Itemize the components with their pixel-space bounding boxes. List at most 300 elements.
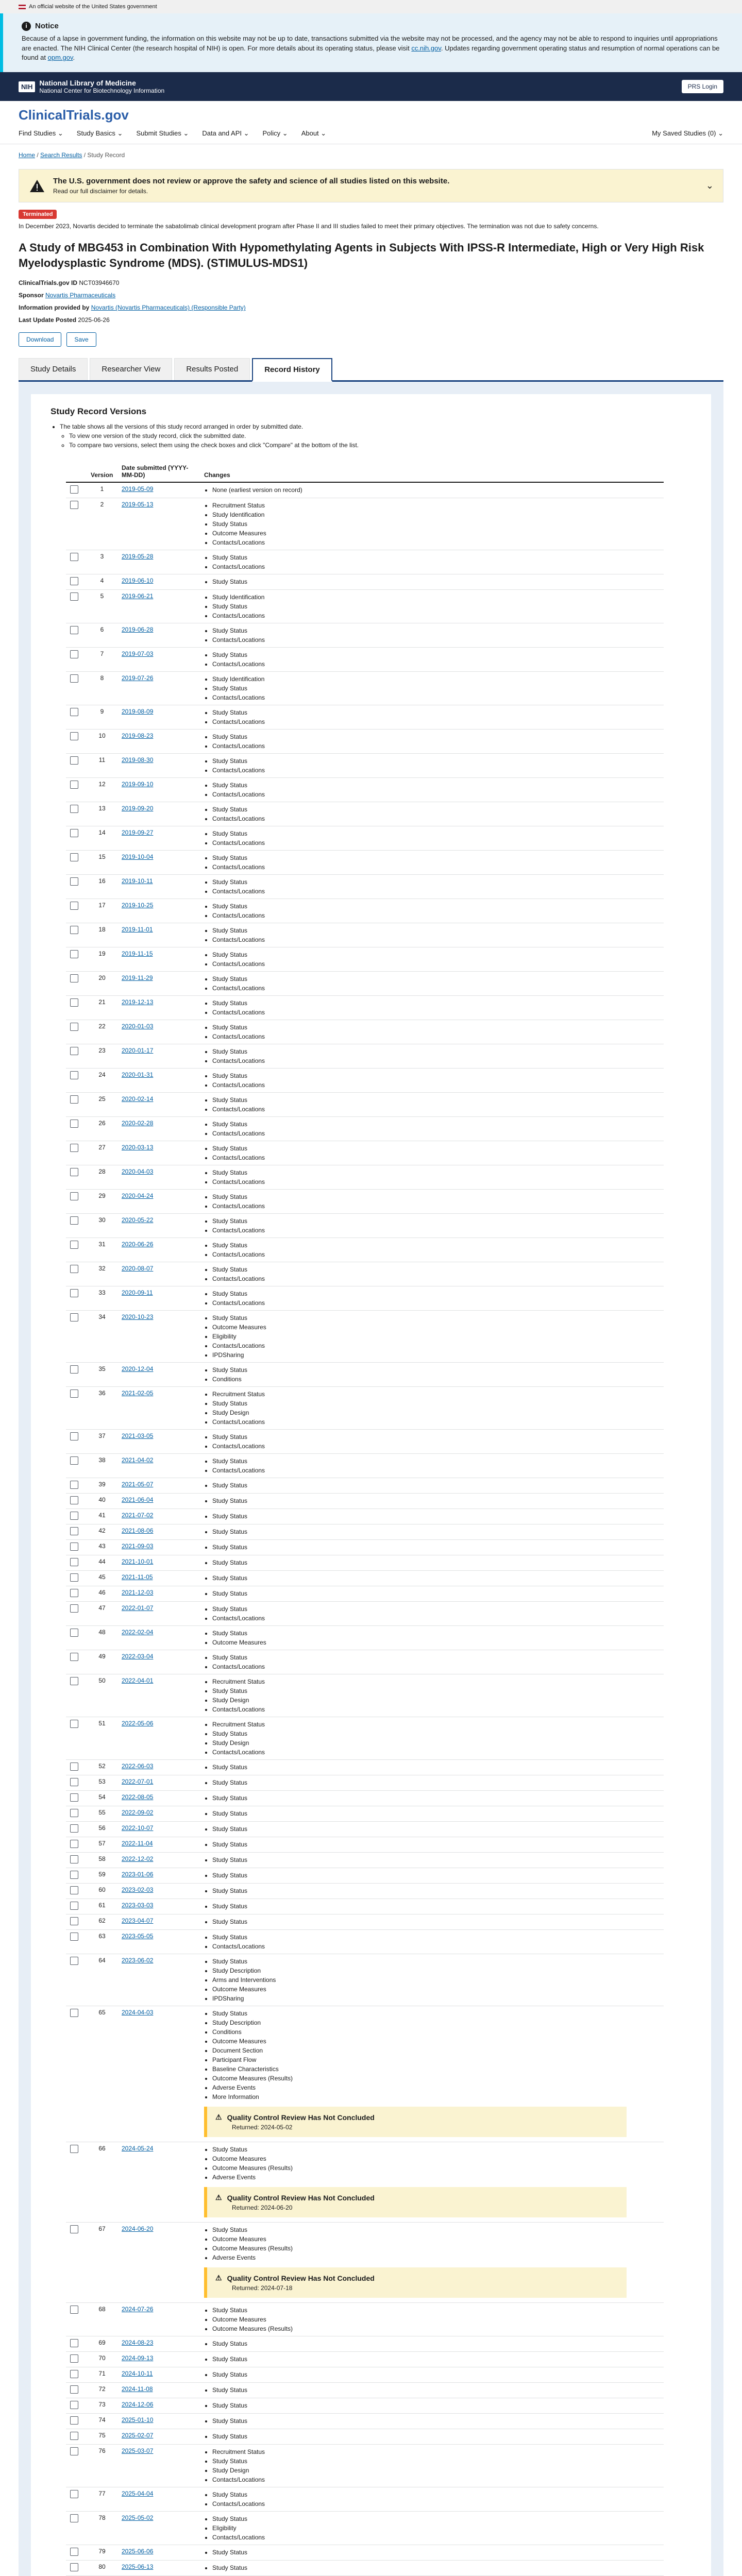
version-date-link[interactable]: 2020-05-22 <box>122 1216 154 1224</box>
main-nav-items <box>19 129 326 138</box>
version-number: 67 <box>87 2223 117 2303</box>
version-changes <box>200 1853 664 1868</box>
change-item: • Study Status <box>212 1762 660 1772</box>
version-changes <box>200 1214 664 1238</box>
version-date-link[interactable]: 2020-04-03 <box>122 1168 154 1176</box>
version-date-link[interactable]: 2022-02-04 <box>122 1629 154 1636</box>
version-checkbox[interactable] <box>70 1168 78 1176</box>
version-date-link[interactable]: 2024-07-26 <box>122 2306 154 2313</box>
version-checkbox[interactable] <box>70 1677 78 1685</box>
version-checkbox[interactable] <box>70 781 78 789</box>
version-row <box>66 1454 664 1478</box>
version-number: 13 <box>87 802 117 826</box>
version-checkbox[interactable] <box>70 1855 78 1863</box>
version-checkbox[interactable] <box>70 2490 78 2498</box>
version-number: 50 <box>87 1674 117 1717</box>
warning-icon <box>28 178 46 194</box>
version-checkbox[interactable] <box>70 1023 78 1031</box>
change-item: • Study Status <box>212 2456 660 2466</box>
version-checkbox[interactable] <box>70 1543 78 1551</box>
version-changes <box>200 1555 664 1571</box>
version-row <box>66 1791 664 1806</box>
version-row <box>66 1602 664 1626</box>
version-number: 19 <box>87 947 117 972</box>
version-date-link[interactable]: 2020-01-03 <box>122 1023 154 1030</box>
version-changes <box>200 1093 664 1117</box>
change-item: • Study Status <box>212 2339 660 2348</box>
disclaimer-text: Read our full disclaimer for details. <box>53 188 148 195</box>
version-changes <box>200 1571 664 1586</box>
version-date-link[interactable]: 2020-12-04 <box>122 1365 154 1373</box>
version-date-link[interactable]: 2019-09-20 <box>122 805 154 812</box>
change-item: • Study Design <box>212 1696 660 1705</box>
breadcrumb-search[interactable]: Search Results <box>40 151 82 159</box>
version-checkbox[interactable] <box>70 1144 78 1152</box>
version-checkbox[interactable] <box>70 553 78 561</box>
version-row <box>66 923 664 947</box>
version-changes <box>200 1190 664 1214</box>
nav-study-basics[interactable]: Study Basics ⌄ <box>76 129 123 138</box>
version-row <box>66 1262 664 1286</box>
change-item: • Study Status <box>212 1902 660 1911</box>
version-date-link[interactable]: 2023-02-03 <box>122 1886 154 1894</box>
version-checkbox[interactable] <box>70 708 78 716</box>
nlm-sub: National Center for Biotechnology Information <box>39 87 165 95</box>
version-date-link[interactable]: 2025-04-04 <box>122 2490 154 2498</box>
version-checkbox[interactable] <box>70 829 78 837</box>
version-row <box>66 1044 664 1069</box>
version-checkbox[interactable] <box>70 1216 78 1225</box>
version-date-link[interactable]: 2019-08-30 <box>122 756 154 764</box>
version-checkbox[interactable] <box>70 2548 78 2556</box>
version-checkbox[interactable] <box>70 756 78 765</box>
version-checkbox[interactable] <box>70 577 78 585</box>
version-date-link[interactable]: 2020-02-14 <box>122 1095 154 1103</box>
version-date-link[interactable]: 2019-11-15 <box>122 950 153 958</box>
version-checkbox[interactable] <box>70 1573 78 1582</box>
version-date-link[interactable]: 2020-08-07 <box>122 1265 154 1273</box>
version-number: 10 <box>87 730 117 754</box>
version-row <box>66 1093 664 1117</box>
change-item: • Contacts/Locations <box>212 611 660 620</box>
version-date-link[interactable]: 2019-09-10 <box>122 781 154 788</box>
version-checkbox[interactable] <box>70 2514 78 2522</box>
version-checkbox[interactable] <box>70 1527 78 1535</box>
tab-researcher-view[interactable]: Researcher View <box>90 358 172 380</box>
version-checkbox[interactable] <box>70 1957 78 1965</box>
version-date-link[interactable]: 2019-11-01 <box>122 926 153 934</box>
version-checkbox[interactable] <box>70 626 78 634</box>
version-checkbox[interactable] <box>70 2354 78 2363</box>
version-checkbox[interactable] <box>70 1241 78 1249</box>
version-changes <box>200 623 664 648</box>
clinicaltrials-logo[interactable]: ClinicalTrials.gov <box>19 107 129 123</box>
change-item: • Study Status <box>212 1793 660 1803</box>
nav-find-studies[interactable]: Find Studies ⌄ <box>19 129 63 138</box>
version-checkbox[interactable] <box>70 950 78 958</box>
version-checkbox[interactable] <box>70 2447 78 2455</box>
version-date-link[interactable]: 2024-06-20 <box>122 2225 154 2233</box>
change-item: • Study Status <box>212 2401 660 2410</box>
version-date-link[interactable]: 2021-05-07 <box>122 1481 154 1488</box>
version-checkbox[interactable] <box>70 2563 78 2571</box>
version-changes <box>200 1674 664 1717</box>
version-date-link[interactable]: 2024-05-24 <box>122 2145 154 2153</box>
change-item: • Study Status <box>212 1855 660 1865</box>
version-changes <box>200 1930 664 1954</box>
version-date-link[interactable]: 2022-09-02 <box>122 1809 154 1817</box>
version-date-link[interactable]: 2021-02-05 <box>122 1389 154 1397</box>
version-date-link[interactable]: 2025-05-02 <box>122 2514 154 2522</box>
change-item: • Contacts/Locations <box>212 1274 660 1283</box>
version-date-link[interactable]: 2022-06-03 <box>122 1762 154 1770</box>
version-date-link[interactable]: 2020-02-28 <box>122 1120 154 1127</box>
study-actions <box>19 332 723 347</box>
tab-record-history[interactable]: Record History <box>252 358 332 382</box>
version-date-link[interactable]: 2023-04-07 <box>122 1917 154 1925</box>
version-checkbox[interactable] <box>70 805 78 813</box>
version-date-link[interactable]: 2022-10-07 <box>122 1824 154 1832</box>
version-checkbox[interactable] <box>70 1589 78 1597</box>
version-checkbox[interactable] <box>70 1496 78 1504</box>
version-date-link[interactable]: 2019-08-09 <box>122 708 154 716</box>
version-row <box>66 778 664 802</box>
version-checkbox[interactable] <box>70 1917 78 1925</box>
version-number: 14 <box>87 826 117 851</box>
version-row <box>66 1555 664 1571</box>
version-date-link[interactable]: 2019-12-13 <box>122 998 154 1006</box>
version-date-link[interactable]: 2021-09-03 <box>122 1543 154 1550</box>
change-item: • Study Status <box>212 1241 660 1250</box>
site-header <box>0 101 742 123</box>
version-number: 25 <box>87 1093 117 1117</box>
version-date-link[interactable]: 2025-03-07 <box>122 2447 154 2455</box>
nlm-logo[interactable] <box>19 79 164 95</box>
breadcrumb-current: Study Record <box>87 151 125 159</box>
saved-studies-menu[interactable]: My Saved Studies (0) ⌄ <box>652 129 723 138</box>
version-date-link[interactable]: 2020-01-17 <box>122 1047 154 1055</box>
version-date-link[interactable]: 2023-06-02 <box>122 1957 154 1964</box>
version-date-link[interactable]: 2021-12-03 <box>122 1589 154 1597</box>
version-date-link[interactable]: 2019-08-23 <box>122 732 154 740</box>
version-checkbox[interactable] <box>70 974 78 982</box>
version-number: 46 <box>87 1586 117 1602</box>
version-row <box>66 1884 664 1899</box>
version-checkbox[interactable] <box>70 1762 78 1771</box>
version-checkbox[interactable] <box>70 1313 78 1321</box>
version-date-link[interactable]: 2021-07-02 <box>122 1512 154 1519</box>
change-item: • Study Status <box>212 2145 660 2154</box>
version-checkbox[interactable] <box>70 1265 78 1273</box>
disclaimer-banner[interactable] <box>19 169 723 202</box>
nav-policy[interactable]: Policy ⌄ <box>262 129 288 138</box>
version-checkbox[interactable] <box>70 2370 78 2378</box>
version-date-link[interactable]: 2023-01-06 <box>122 1871 154 1878</box>
version-checkbox[interactable] <box>70 1481 78 1489</box>
version-checkbox[interactable] <box>70 1793 78 1802</box>
version-checkbox[interactable] <box>70 877 78 886</box>
nav-data-api[interactable]: Data and API ⌄ <box>202 129 249 138</box>
version-date-link[interactable]: 2021-03-05 <box>122 1432 154 1440</box>
version-date-link[interactable]: 2020-06-26 <box>122 1241 154 1248</box>
version-checkbox[interactable] <box>70 650 78 658</box>
version-checkbox[interactable] <box>70 2401 78 2409</box>
version-row <box>66 972 664 996</box>
version-date-link[interactable]: 2019-10-25 <box>122 902 154 909</box>
version-number: 71 <box>87 2367 117 2383</box>
version-number: 15 <box>87 851 117 875</box>
version-checkbox[interactable] <box>70 1047 78 1055</box>
version-checkbox[interactable] <box>70 2009 78 2017</box>
version-checkbox[interactable] <box>70 926 78 934</box>
version-checkbox[interactable] <box>70 1456 78 1465</box>
change-item: • Contacts/Locations <box>212 1466 660 1475</box>
info-provider-link[interactable]: Novartis (Novartis Pharmaceuticals) (Responsible Party) <box>91 304 246 312</box>
version-checkbox[interactable] <box>70 674 78 683</box>
warning-icon: ⚠ <box>215 2193 222 2202</box>
version-checkbox[interactable] <box>70 1871 78 1879</box>
version-checkbox[interactable] <box>70 1902 78 1910</box>
version-checkbox[interactable] <box>70 1192 78 1200</box>
change-item: • Study Status <box>212 974 660 984</box>
version-date-link[interactable]: 2020-01-31 <box>122 1071 154 1079</box>
version-checkbox[interactable] <box>70 998 78 1007</box>
version-checkbox[interactable] <box>70 2145 78 2153</box>
version-checkbox[interactable] <box>70 1886 78 1894</box>
version-checkbox[interactable] <box>70 902 78 910</box>
change-item: • Study Status <box>212 1192 660 1201</box>
version-row <box>66 1509 664 1524</box>
change-item: • Contacts/Locations <box>212 1748 660 1757</box>
version-changes <box>200 972 664 996</box>
version-checkbox[interactable] <box>70 1432 78 1440</box>
version-date-link[interactable]: 2024-08-23 <box>122 2339 154 2347</box>
version-date-link[interactable]: 2024-10-11 <box>122 2370 153 2378</box>
version-number: 34 <box>87 1311 117 1363</box>
version-number: 55 <box>87 1806 117 1822</box>
version-row <box>66 2398 664 2414</box>
change-item: • Contacts/Locations <box>212 2499 660 2509</box>
version-date-link[interactable]: 2022-07-01 <box>122 1778 154 1786</box>
change-item: • Contacts/Locations <box>212 1662 660 1671</box>
change-item: • Contacts/Locations <box>212 838 660 848</box>
version-changes <box>200 1044 664 1069</box>
version-date-link[interactable]: 2021-04-02 <box>122 1456 154 1464</box>
version-checkbox[interactable] <box>70 1512 78 1520</box>
version-checkbox[interactable] <box>70 1389 78 1398</box>
version-date-link[interactable]: 2022-01-07 <box>122 1604 154 1612</box>
version-row <box>66 1141 664 1165</box>
version-checkbox[interactable] <box>70 1653 78 1661</box>
version-changes <box>200 2336 664 2352</box>
tab-results-posted[interactable]: Results Posted <box>174 358 250 380</box>
version-number: 11 <box>87 754 117 778</box>
version-date-link[interactable]: 2021-08-06 <box>122 1527 154 1535</box>
version-number: 7 <box>87 648 117 672</box>
version-number: 79 <box>87 2545 117 2561</box>
version-row <box>66 2545 664 2561</box>
version-date-link[interactable]: 2019-07-03 <box>122 650 154 658</box>
version-checkbox[interactable] <box>70 2416 78 2425</box>
version-date-link[interactable]: 2019-06-21 <box>122 592 154 600</box>
version-checkbox[interactable] <box>70 1809 78 1817</box>
version-date-link[interactable]: 2023-05-05 <box>122 1933 154 1940</box>
version-checkbox[interactable] <box>70 732 78 740</box>
version-date-link[interactable]: 2019-07-26 <box>122 674 154 682</box>
version-checkbox[interactable] <box>70 1629 78 1637</box>
version-date-link[interactable]: 2024-11-08 <box>122 2385 153 2393</box>
version-checkbox[interactable] <box>70 592 78 601</box>
version-changes <box>200 730 664 754</box>
version-checkbox[interactable] <box>70 485 78 494</box>
version-date-link[interactable]: 2023-03-03 <box>122 1902 154 1909</box>
version-number: 51 <box>87 1717 117 1760</box>
version-date-link[interactable]: 2019-10-11 <box>122 877 153 885</box>
version-checkbox[interactable] <box>70 1720 78 1728</box>
version-changes <box>200 1454 664 1478</box>
version-checkbox[interactable] <box>70 2306 78 2314</box>
change-item: • Contacts/Locations <box>212 1129 660 1138</box>
nav-submit-studies[interactable]: Submit Studies ⌄ <box>136 129 189 138</box>
change-item: • IPDSharing <box>212 1994 660 2003</box>
version-checkbox[interactable] <box>70 2225 78 2233</box>
version-date-link[interactable]: 2025-06-13 <box>122 2563 154 2571</box>
version-changes <box>200 1954 664 2006</box>
change-item: • Contacts/Locations <box>212 1105 660 1114</box>
version-checkbox[interactable] <box>70 1604 78 1613</box>
version-changes <box>200 754 664 778</box>
version-checkbox[interactable] <box>70 1558 78 1566</box>
warning-icon: ⚠ <box>215 2113 222 2122</box>
version-date-link[interactable]: 2019-06-28 <box>122 626 154 634</box>
version-checkbox[interactable] <box>70 1095 78 1104</box>
version-number: 39 <box>87 1478 117 1494</box>
version-date-link[interactable]: 2022-12-02 <box>122 1855 154 1863</box>
version-checkbox[interactable] <box>70 2339 78 2347</box>
change-item: • Study Status <box>212 1496 660 1505</box>
change-item: • Outcome Measures <box>212 1323 660 1332</box>
version-row <box>66 2383 664 2398</box>
versions-table <box>66 461 664 2576</box>
breadcrumb-home[interactable]: Home <box>19 151 36 159</box>
version-row <box>66 2487 664 2512</box>
change-item: • Participant Flow <box>212 2055 660 2064</box>
version-checkbox[interactable] <box>70 1071 78 1079</box>
version-row <box>66 1494 664 1509</box>
version-checkbox[interactable] <box>70 853 78 861</box>
version-date-link[interactable]: 2019-05-28 <box>122 553 154 561</box>
version-changes <box>200 1262 664 1286</box>
version-date-link[interactable]: 2021-10-01 <box>122 1558 154 1566</box>
version-date-link[interactable]: 2019-05-13 <box>122 501 154 509</box>
version-number: 20 <box>87 972 117 996</box>
version-date-link[interactable]: 2025-02-07 <box>122 2432 154 2439</box>
version-row <box>66 1775 664 1791</box>
version-row <box>66 826 664 851</box>
cc-nih-link[interactable]: cc.nih.gov <box>411 44 441 52</box>
version-date-link[interactable]: 2022-04-01 <box>122 1677 154 1685</box>
save-button[interactable]: Save <box>66 332 96 347</box>
version-row <box>66 1571 664 1586</box>
change-item: • Contacts/Locations <box>212 959 660 969</box>
version-date-link[interactable]: 2025-06-06 <box>122 2548 154 2555</box>
download-button[interactable]: Download <box>19 332 61 347</box>
version-checkbox[interactable] <box>70 1778 78 1786</box>
version-date-link[interactable]: 2019-09-27 <box>122 829 154 837</box>
version-date-link[interactable]: 2025-01-10 <box>122 2416 154 2424</box>
version-checkbox[interactable] <box>70 1289 78 1297</box>
version-changes <box>200 1165 664 1190</box>
version-date-link[interactable]: 2019-06-10 <box>122 577 154 585</box>
change-item: • Study Status <box>212 1809 660 1818</box>
version-checkbox[interactable] <box>70 1120 78 1128</box>
change-item: • Outcome Measures (Results) <box>212 2163 660 2173</box>
version-date-link[interactable]: 2021-11-05 <box>122 1573 153 1581</box>
version-date-link[interactable]: 2020-10-23 <box>122 1313 154 1321</box>
version-date-link[interactable]: 2022-05-06 <box>122 1720 154 1727</box>
version-row <box>66 1650 664 1674</box>
version-changes <box>200 1524 664 1540</box>
version-row <box>66 1717 664 1760</box>
version-date-link[interactable]: 2020-09-11 <box>122 1289 153 1297</box>
change-item: • Study Identification <box>212 510 660 519</box>
version-changes <box>200 574 664 590</box>
version-checkbox[interactable] <box>70 1824 78 1833</box>
version-checkbox[interactable] <box>70 501 78 509</box>
version-row <box>66 550 664 574</box>
prs-login-button[interactable]: PRS Login <box>682 80 723 93</box>
version-checkbox[interactable] <box>70 1840 78 1848</box>
change-item: • Study Status <box>212 602 660 611</box>
version-date-link[interactable]: 2024-04-03 <box>122 2009 154 2016</box>
change-item: • Contacts/Locations <box>212 741 660 751</box>
version-number: 17 <box>87 899 117 923</box>
version-changes <box>200 1020 664 1044</box>
version-number: 75 <box>87 2429 117 2445</box>
version-date-link[interactable]: 2019-11-29 <box>122 974 153 982</box>
chevron-down-icon[interactable]: ⌄ <box>705 180 714 191</box>
change-item: • Contacts/Locations <box>212 766 660 775</box>
version-date-link[interactable]: 2020-04-24 <box>122 1192 154 1200</box>
version-changes <box>200 2367 664 2383</box>
nav-about[interactable]: About ⌄ <box>301 129 327 138</box>
version-checkbox[interactable] <box>70 1365 78 1374</box>
version-date-link[interactable]: 2022-11-04 <box>122 1840 153 1848</box>
opm-link[interactable]: opm.gov <box>47 54 73 62</box>
version-date-link[interactable]: 2019-05-09 <box>122 485 154 493</box>
version-number: 26 <box>87 1117 117 1141</box>
version-checkbox[interactable] <box>70 2432 78 2440</box>
version-date-link[interactable]: 2020-03-13 <box>122 1144 154 1151</box>
change-item: • Study Status <box>212 1168 660 1177</box>
version-row <box>66 947 664 972</box>
version-checkbox[interactable] <box>70 1933 78 1941</box>
version-date-link[interactable]: 2019-10-04 <box>122 853 154 861</box>
change-item: • Study Status <box>212 1047 660 1056</box>
version-date-link[interactable]: 2022-08-05 <box>122 1793 154 1801</box>
version-changes <box>200 802 664 826</box>
version-date-link[interactable]: 2024-12-06 <box>122 2401 154 2409</box>
version-changes <box>200 1602 664 1626</box>
version-date-link[interactable]: 2024-09-13 <box>122 2354 154 2362</box>
version-date-link[interactable]: 2021-06-04 <box>122 1496 154 1504</box>
sponsor-link[interactable]: Novartis Pharmaceuticals <box>45 292 116 299</box>
tab-study-details[interactable]: Study Details <box>19 358 88 380</box>
version-date-link[interactable]: 2022-03-04 <box>122 1653 154 1660</box>
change-item: • Outcome Measures <box>212 2154 660 2163</box>
version-checkbox[interactable] <box>70 2385 78 2394</box>
change-item: • Contacts/Locations <box>212 790 660 799</box>
